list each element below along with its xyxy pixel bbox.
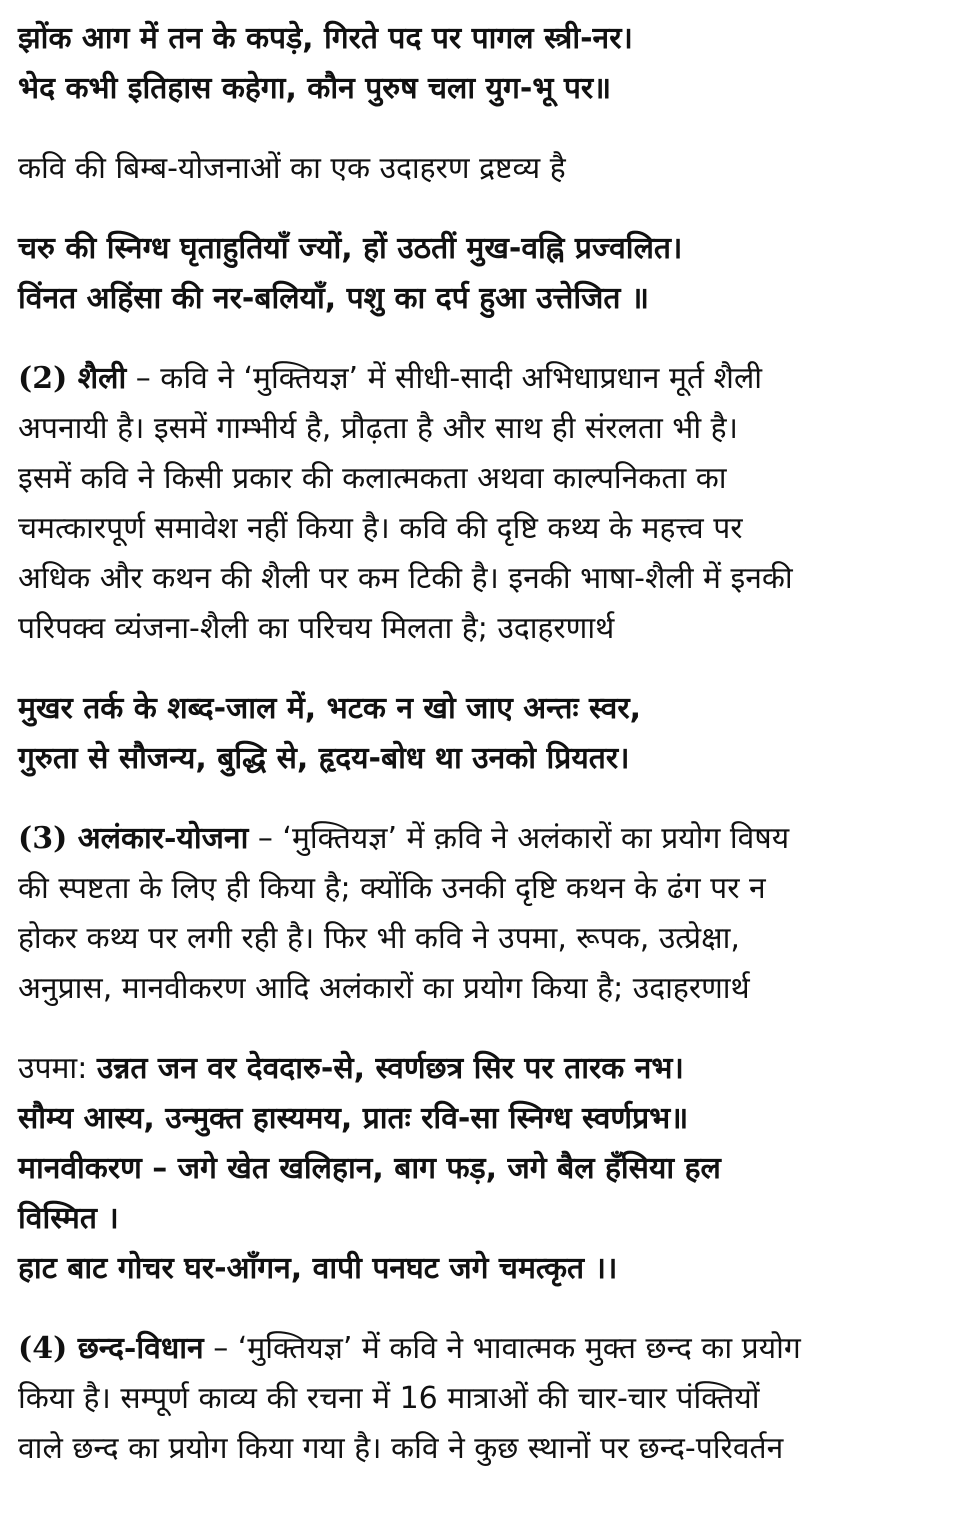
style-section — [18, 354, 954, 654]
upma-label: उपमा: — [18, 1051, 97, 1086]
paragraph-line: इसमें कवि ने किसी प्रकार की कलात्मकता अथवा काल्पनिकता का — [18, 461, 727, 496]
verse-line: विस्मित । — [18, 1201, 119, 1236]
paragraph-line: चमत्कारपूर्ण समावेश नहीं किया है। कवि की दृष्टि कथ्य के महत्त्व पर — [18, 511, 743, 546]
paragraph-text: – ‘मुक्तियज्ञ’ में क़वि ने अलंकारों का प्रयोग विषय — [248, 821, 790, 856]
paragraph-text: – कवि ने ‘मुक्तियज्ञ’ में सीधी-सादी अभिधाप्रधान मूर्त शैली — [126, 361, 763, 396]
chhand-section — [18, 1324, 954, 1474]
verse-line: झोंक आग में तन के कपड़े, गिरते पद पर पागल स्त्री-नर। — [18, 21, 633, 56]
verse-line: गुरुता से सौजन्य, बुद्धि से, हृदय-बोध था उनको प्रियतर। — [18, 741, 630, 776]
paragraph-line: की स्पष्टता के लिए ही किया है; क्योंकि उनकी दृष्टि कथन के ढंग पर न — [18, 871, 766, 906]
verse-line: मानवीकरण – जगे खेत खलिहान, बाग फड़, जगे बैल हँसिया हल — [18, 1151, 721, 1186]
alankar-section — [18, 814, 954, 1014]
imagery-intro: कवि की बिम्ब-योजनाओं का एक उदाहरण द्रष्टव्य है — [18, 151, 566, 186]
paragraph-line: अपनायी है। इसमें गाम्भीर्य है, प्रौढ़ता है और साथ ही संरलता भी है। — [18, 411, 738, 446]
alankar-heading: (3) अलंकार-योजना — [18, 821, 249, 856]
verse-line: विंनत अहिंसा की नर-बलियाँ, पशु का दर्प हुआ उत्तेजित ॥ — [18, 281, 649, 316]
paragraph-line: परिपक्व व्यंजना-शैली का परिचय मिलता है; उदाहरणार्थ — [18, 611, 615, 646]
examples — [18, 1044, 954, 1294]
verse-line: उन्नत जन वर देवदारु-से, स्वर्णछत्र सिर पर तारक नभ। — [96, 1051, 684, 1086]
chhand-heading: (4) छन्द-विधान — [18, 1331, 204, 1366]
paragraph-text: – ‘मुक्तियज्ञ’ में कवि ने भावात्मक मुक्त छन्द का प्रयोग — [203, 1331, 801, 1366]
paragraph-line: अनुप्रास, मानवीकरण आदि अलंकारों का प्रयोग किया है; उदाहरणार्थ — [18, 971, 750, 1006]
paragraph-line: किया है। सम्पूर्ण काव्य की रचना में 16 मात्राओं की चार-चार पंक्तियों — [18, 1381, 760, 1416]
paragraph-line: वाले छन्द का प्रयोग किया गया है। कवि ने कुछ स्थानों पर छन्द-परिवर्तन — [18, 1431, 784, 1466]
paragraph-line: होकर कथ्य पर लगी रही है। फिर भी कवि ने उपमा, रूपक, उत्प्रेक्षा, — [18, 921, 740, 956]
style-heading: (2) शैली — [18, 361, 127, 396]
verse-3 — [18, 684, 954, 784]
verse-2 — [18, 224, 954, 324]
verse-line: भेद कभी इतिहास कहेगा, कौन पुरुष चला युग-भू पर॥ — [18, 71, 612, 106]
verse-1 — [18, 14, 954, 114]
verse-line: सौम्य आस्य, उन्मुक्त हास्यमय, प्रातः रवि-सा स्निग्ध स्वर्णप्रभ॥ — [18, 1101, 689, 1136]
paragraph-line: अधिक और कथन की शैली पर कम टिकी है। इनकी भाषा-शैली में इनकी — [18, 561, 793, 596]
verse-line: हाट बाट गोचर घर-आँगन, वापी पनघट जगे चमत्कृत ।। — [18, 1251, 618, 1286]
verse-line: चरु की स्निग्ध घृताहुतियाँ ज्यों, हों उठतीं मुख-वह्नि प्रज्वलित। — [18, 231, 683, 266]
verse-line: मुखर तर्क के शब्द-जाल में, भटक न खो जाए अन्तः स्वर, — [18, 691, 642, 726]
